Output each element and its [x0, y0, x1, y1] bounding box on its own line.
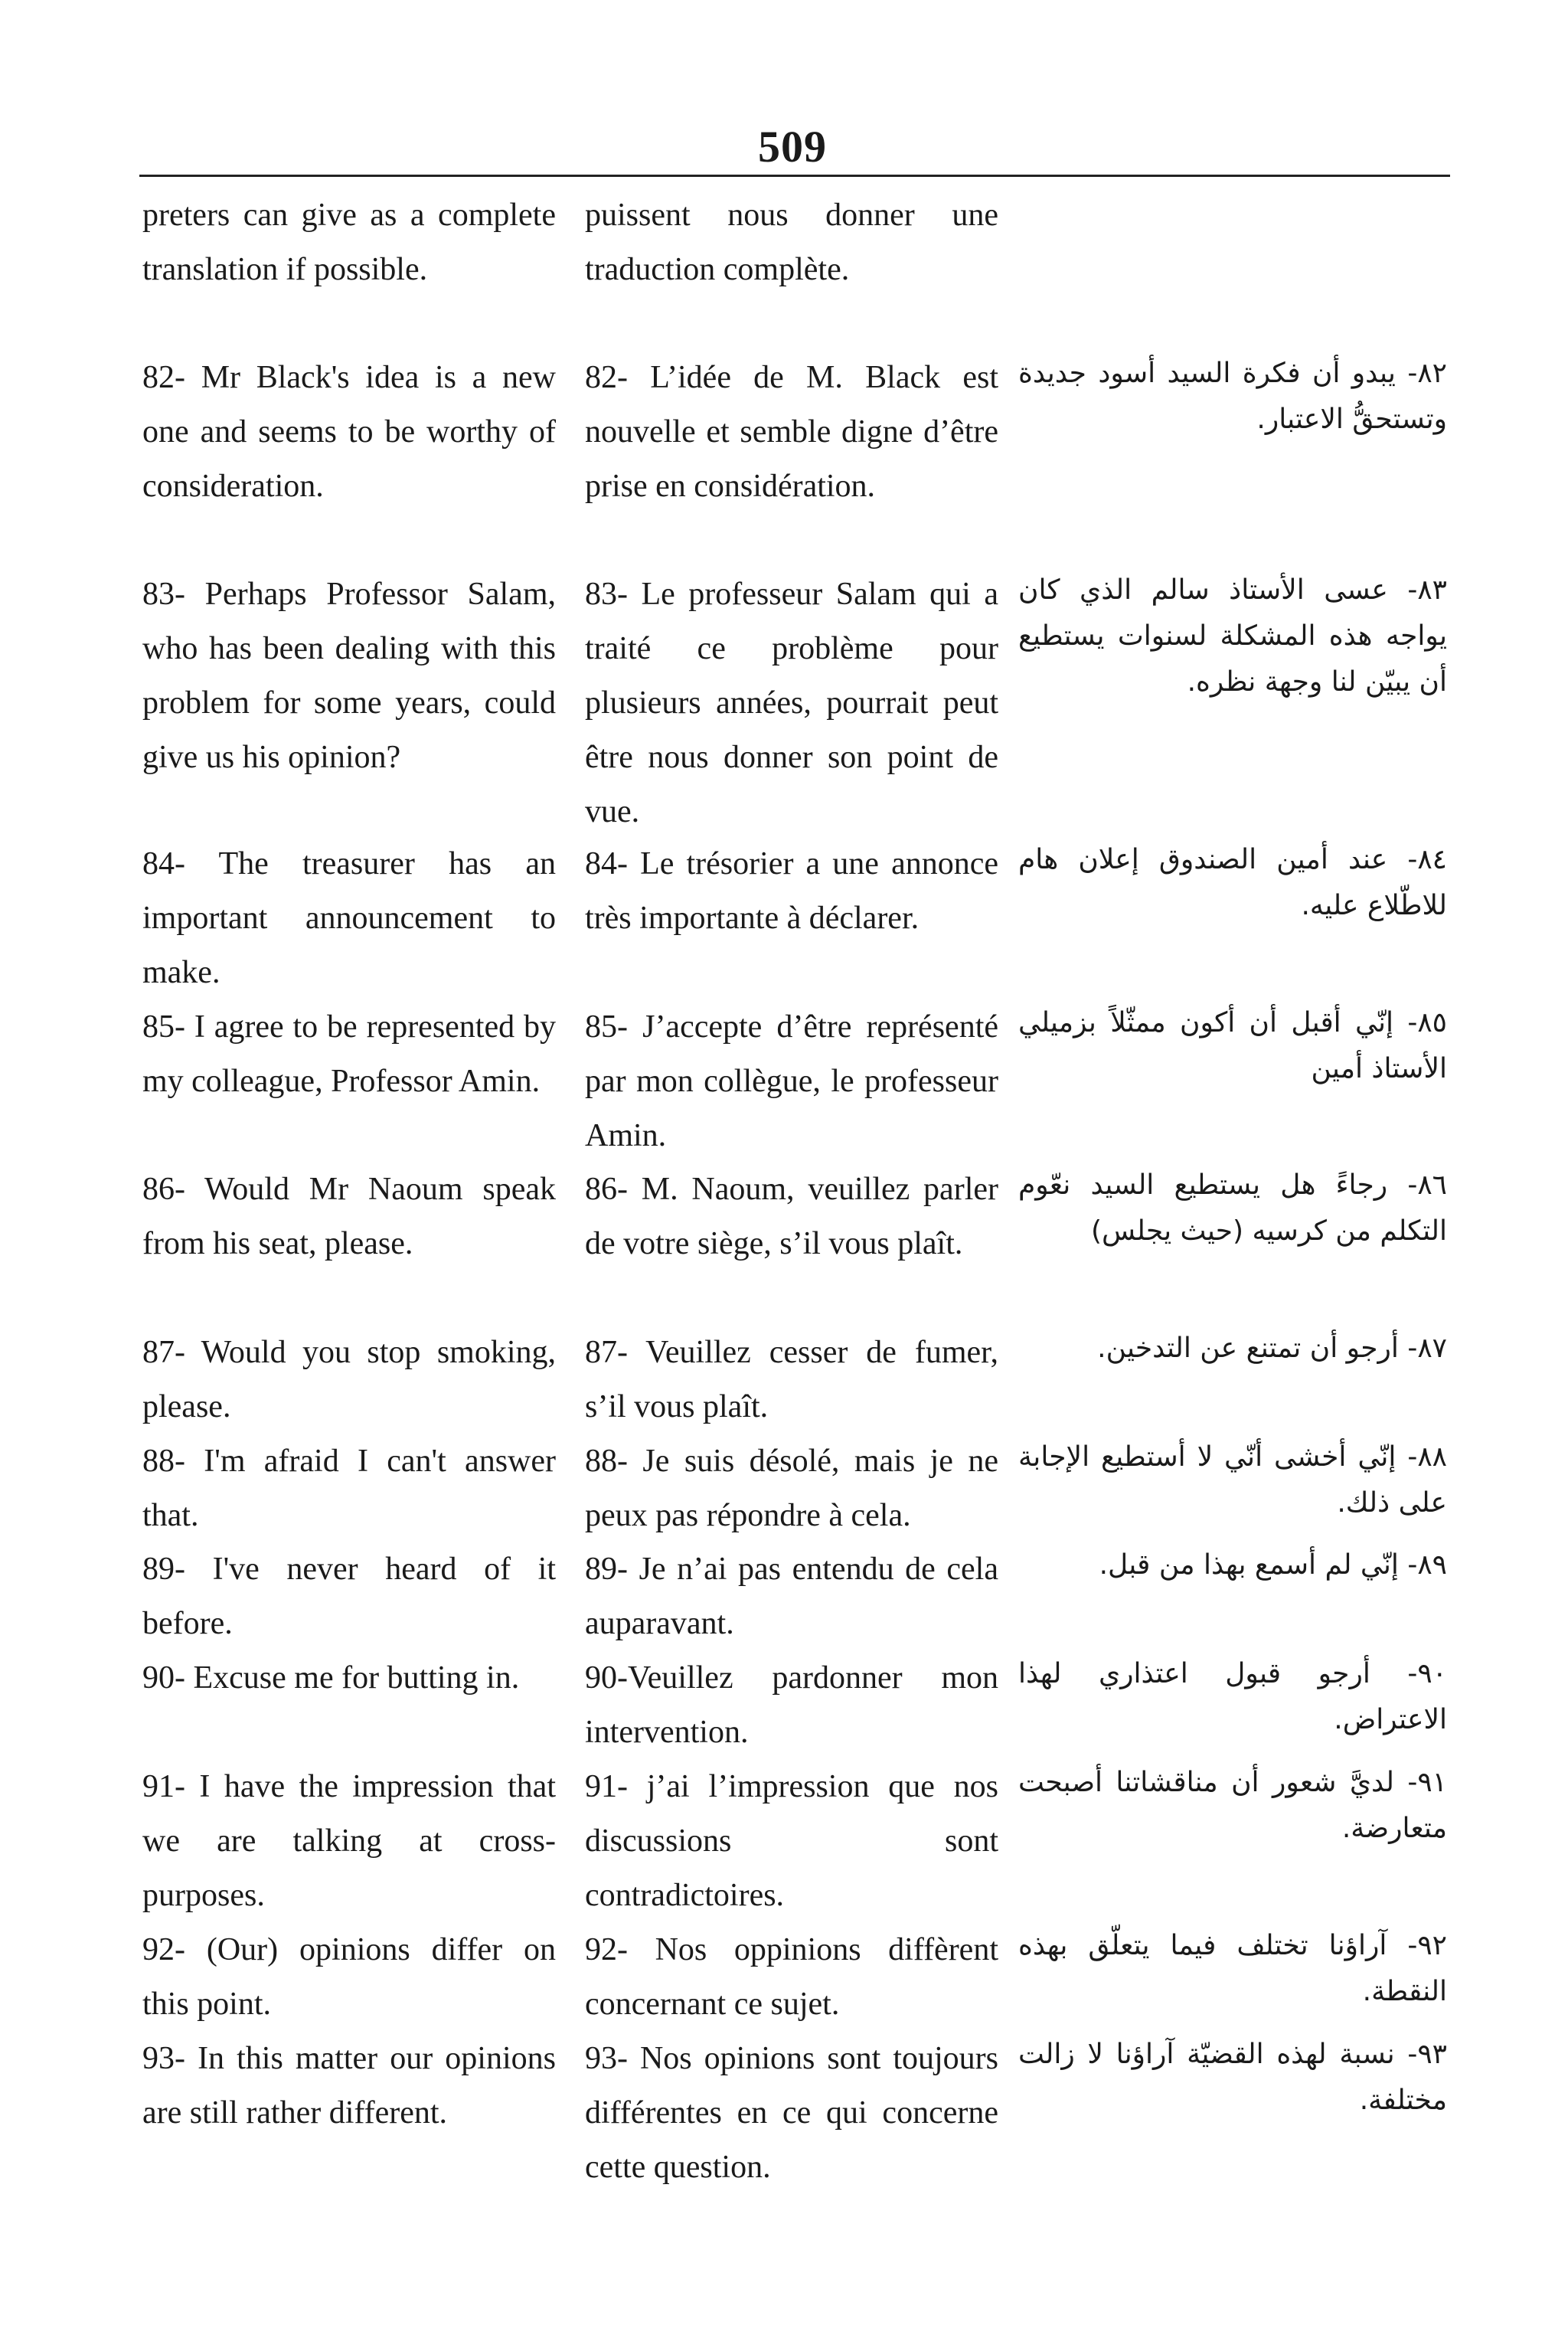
arabic-text: ٨٦- رجاءً هل يستطيع السيد نعّوم التكلم من كرسيه (حيث يجلس)	[1018, 1169, 1447, 1247]
french-text: 85- J’accepte d’être représenté par mon collègue, le professeur Amin.	[585, 1009, 998, 1153]
english-text: 82- Mr Black's idea is a new one and seems to be worthy of consideration.	[142, 360, 556, 504]
english-text: 84- The treasurer has an important announcement to make.	[142, 846, 556, 990]
french-text: 89- Je n’ai pas entendu de cela auparavant.	[585, 1552, 998, 1641]
arabic-text: ٨٩- إنّي لم أسمع بهذا من قبل.	[1099, 1549, 1447, 1581]
english-text: 86- Would Mr Naoum speak from his seat, please.	[142, 1172, 556, 1261]
english-text: 90- Excuse me for butting in.	[142, 1660, 520, 1696]
french-text: 84- Le trésorier a une annonce très importante à déclarer.	[585, 846, 998, 936]
arabic-text: ٨٣- عسى الأستاذ سالم الذي كان يواجه هذه المشكلة لسنوات يستطيع أن يبيّن لنا وجهة نظره.	[1018, 574, 1447, 698]
french-text: 92- Nos oppinions diffèrent concernant ce sujet.	[585, 1932, 998, 2022]
header-rule	[139, 175, 1450, 177]
french-text: 90-Veuillez pardonner mon intervention.	[585, 1660, 998, 1750]
arabic-text: ٩١- لديَّ شعور أن مناقشاتنا أصبحت متعارضة.	[1018, 1767, 1447, 1844]
english-text: 87- Would you stop smoking, please.	[142, 1335, 556, 1424]
english-text: 85- I agree to be represented by my colleague, Professor Amin.	[142, 1009, 556, 1099]
french-text: 91- j’ai l’impression que nos discussions sont contradictoires.	[585, 1769, 998, 1913]
french-text: puissent nous donner une traduction complète.	[585, 198, 998, 287]
english-text: preters can give as a complete translation if possible.	[142, 198, 556, 287]
arabic-text: ٨٧- أرجو أن تمتنع عن التدخين.	[1097, 1333, 1447, 1364]
arabic-text: ٩٣- نسبة لهذه القضيّة آراؤنا لا زالت مختلفة.	[1018, 2039, 1447, 2116]
french-text: 82- L’idée de M. Black est nouvelle et semble digne d’être prise en considération.	[585, 360, 998, 504]
arabic-text: ٨٥- إنّي أقبل أن أكون ممثّلاً بزميلي الأستاذ أمين	[1018, 1007, 1447, 1084]
english-text: 93- In this matter our opinions are still rather different.	[142, 2041, 556, 2131]
french-text: 86- M. Naoum, veuillez parler de votre siège, s’il vous plaît.	[585, 1172, 998, 1261]
arabic-text: ٨٤- عند أمين الصندوق إعلان هام للاطّلاع عليه.	[1018, 844, 1447, 921]
page-number: 509	[758, 122, 827, 172]
arabic-text: ٨٢- يبدو أن فكرة السيد أسود جديدة وتستحقُّ الاعتبار.	[1018, 358, 1447, 435]
french-text: 88- Je suis désolé, mais je ne peux pas répondre à cela.	[585, 1444, 998, 1533]
arabic-text: ٩٠- أرجو قبول اعتذاري لهذا الاعتراض.	[1018, 1658, 1447, 1735]
english-text: 88- I'm afraid I can't answer that.	[142, 1444, 556, 1533]
english-text: 89- I've never heard of it before.	[142, 1552, 556, 1641]
arabic-text: ٩٢- آراؤنا تختلف فيما يتعلّق بهذه النقطة.	[1018, 1930, 1447, 2007]
english-text: 92- (Our) opinions differ on this point.	[142, 1932, 556, 2022]
arabic-text: ٨٨- إنّي أخشى أنّي لا أستطيع الإجابة على ذلك.	[1018, 1441, 1447, 1519]
english-text: 83- Perhaps Professor Salam, who has been dealing with this problem for some years, could give us his opinion?	[142, 577, 556, 775]
french-text: 83- Le professeur Salam qui a traité ce problème pour plusieurs années, pourrait peut être nous donner son point de vue.	[585, 577, 998, 829]
french-text: 87- Veuillez cesser de fumer, s’il vous plaît.	[585, 1335, 998, 1424]
french-text: 93- Nos opinions sont toujours différentes en ce qui concerne cette question.	[585, 2041, 998, 2185]
english-text: 91- I have the impression that we are talking at cross-purposes.	[142, 1769, 556, 1913]
